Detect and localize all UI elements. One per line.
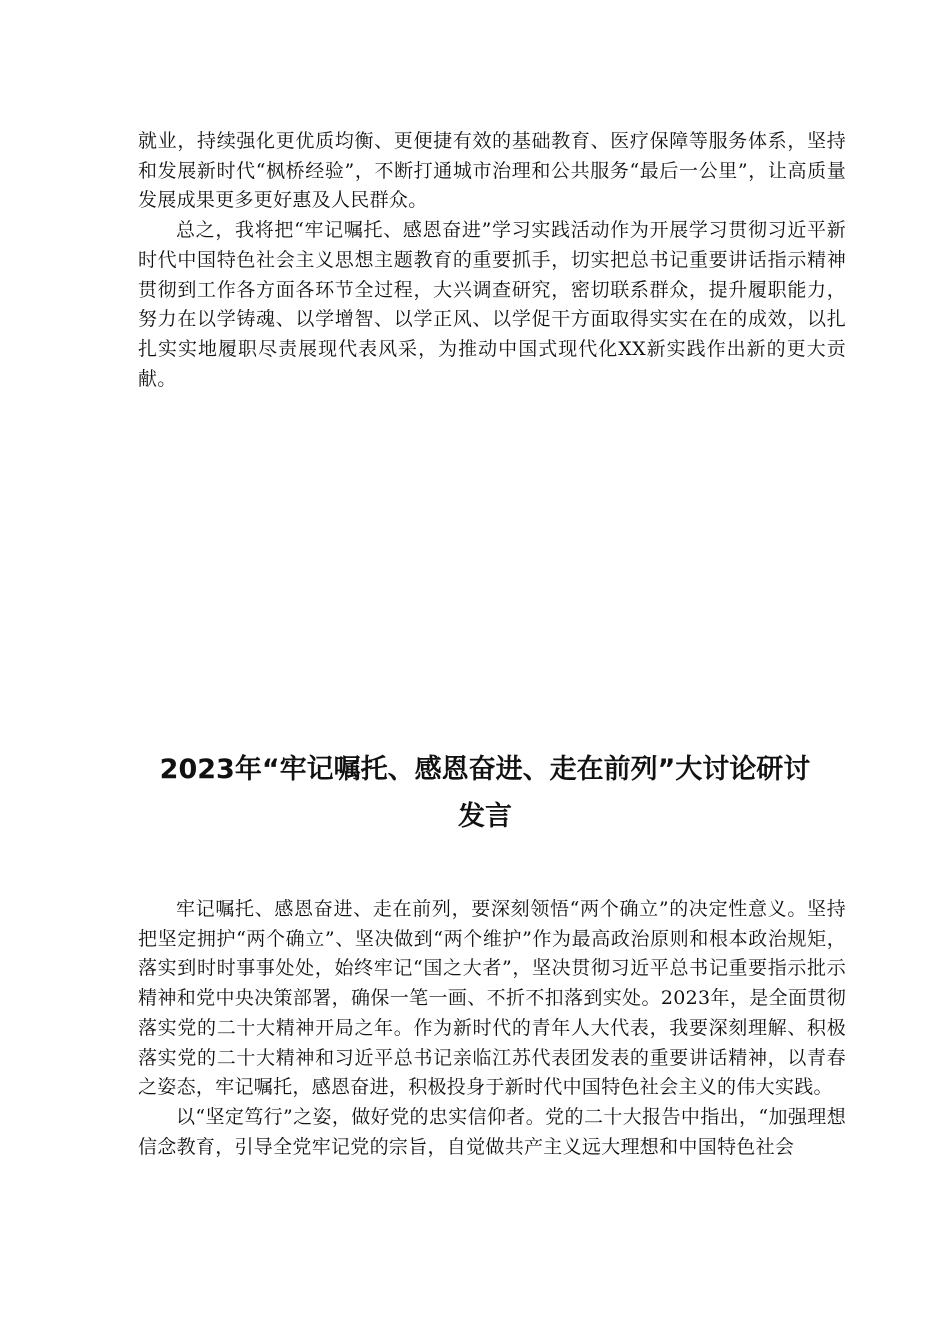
title-line-1: 2023年“牢记嘱托、感恩奋进、走在前列”大讨论研讨 xyxy=(159,754,811,785)
title-line-2: 发言 xyxy=(458,801,512,832)
paragraph: 以“坚定笃行”之姿，做好党的忠实信仰者。党的二十大报告中指出，“加强理想信念教育，引导全党牢记党的宗旨，自觉做共产主义远大理想和中国特色社会 xyxy=(138,1105,846,1158)
paragraph: 总之，我将把“牢记嘱托、感恩奋进”学习实践活动作为开展学习贯彻习近平新时代中国特色社会主义思想主题教育的重要抓手，切实把总书记重要讲话指示精神贯彻到工作各方面各环节全过程，大兴调查研究，密切联系群众，提升履职能力，努力在以学铸魂、以学增智、以学正风、以学促干方面取得实实在在的成效，以扎扎实实地履职尽责展现代表风采，为推动中国式现代化XX新实践作出新的更大贡献。 xyxy=(138,219,846,390)
paragraph: 牢记嘱托、感恩奋进、走在前列，要深刻领悟“两个确立”的决定性意义。坚持把坚定拥护“两个确立”、坚决做到“两个维护”作为最高政治原则和根本政治规矩，落实到时时事事处处，始终牢记“国之大者”，坚决贯彻习近平总书记重要指示批示精神和党中央决策部署，确保一笔一画、不折不扣落到实处。2023年，是全面贯彻落实党的二十大精神开局之年。作为新时代的青年人大代表，我要深刻理解、积极落实党的二十大精神和习近平总书记亲临江苏代表团发表的重要讲话精神，以青春之姿态，牢记嘱托，感恩奋进，积极投身于新时代中国特色社会主义的伟大实践。 xyxy=(138,898,846,1099)
document-title xyxy=(120,746,850,840)
continued-text-section xyxy=(138,127,846,394)
paragraph: 就业，持续强化更优质均衡、更便捷有效的基础教育、医疗保障等服务体系，坚持和发展新时代“枫桥经验”，不断打通城市治理和公共服务“最后一公里”，让高质量发展成果更多更好惠及人民群众。 xyxy=(138,130,846,212)
document-body xyxy=(138,895,846,1162)
